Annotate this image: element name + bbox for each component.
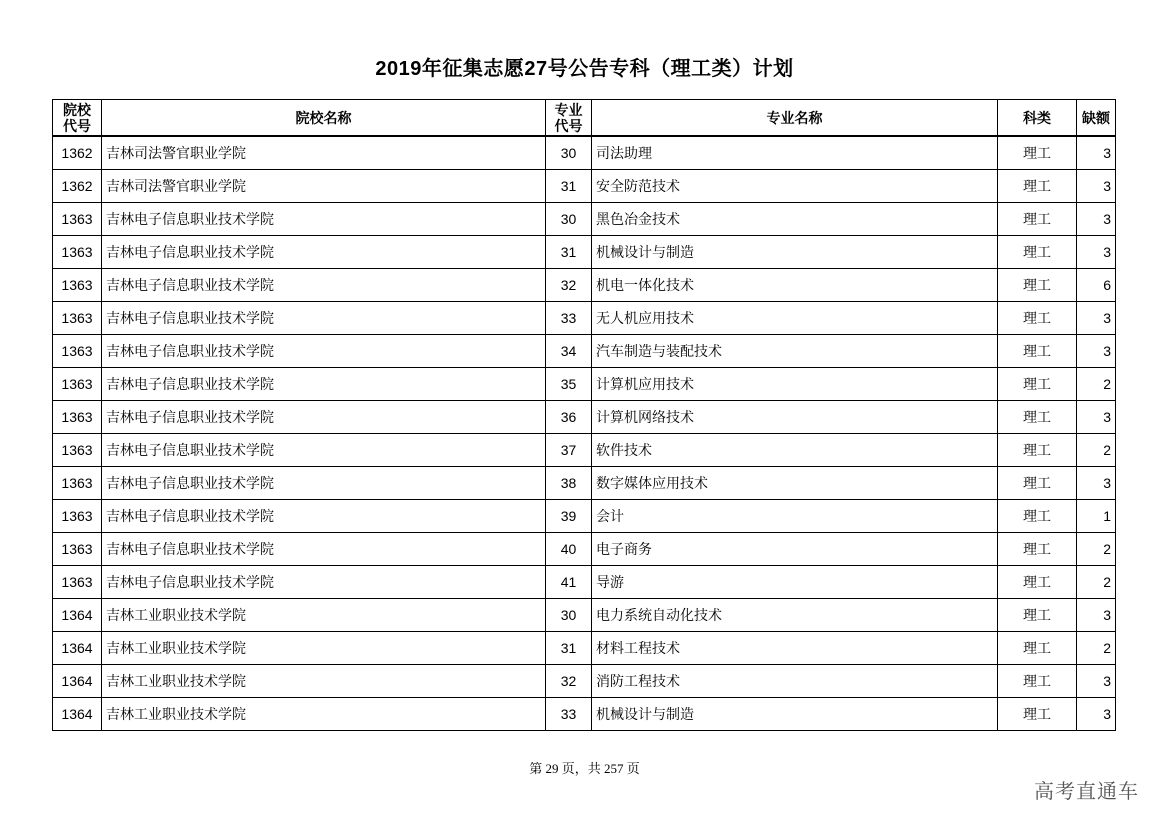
- table-row: [53, 170, 1116, 203]
- table-row: [53, 236, 1116, 269]
- cell-school-code: 1363: [53, 368, 102, 401]
- cell-major-name: 会计: [592, 500, 998, 533]
- cell-major-code: 38: [546, 467, 592, 500]
- cell-category: 理工: [998, 269, 1077, 302]
- table-row: [53, 533, 1116, 566]
- cell-major-code: 39: [546, 500, 592, 533]
- cell-major-code: 31: [546, 170, 592, 203]
- cell-category: 理工: [998, 434, 1077, 467]
- cell-vacancies: 2: [1077, 632, 1116, 665]
- cell-major-name: 导游: [592, 566, 998, 599]
- cell-major-name: 司法助理: [592, 136, 998, 170]
- cell-school-code: 1363: [53, 533, 102, 566]
- cell-major-name: 材料工程技术: [592, 632, 998, 665]
- cell-category: 理工: [998, 302, 1077, 335]
- cell-school-code: 1362: [53, 136, 102, 170]
- cell-vacancies: 3: [1077, 203, 1116, 236]
- cell-school-name: 吉林工业职业技术学院: [102, 665, 546, 698]
- table-row: [53, 401, 1116, 434]
- cell-school-name: 吉林司法警官职业学院: [102, 136, 546, 170]
- cell-school-name: 吉林工业职业技术学院: [102, 632, 546, 665]
- table-row: [53, 368, 1116, 401]
- cell-school-name: 吉林电子信息职业技术学院: [102, 302, 546, 335]
- table-row: [53, 500, 1116, 533]
- cell-school-name: 吉林电子信息职业技术学院: [102, 368, 546, 401]
- cell-school-name: 吉林电子信息职业技术学院: [102, 401, 546, 434]
- cell-major-name: 计算机网络技术: [592, 401, 998, 434]
- cell-category: 理工: [998, 599, 1077, 632]
- cell-school-name: 吉林电子信息职业技术学院: [102, 500, 546, 533]
- cell-vacancies: 3: [1077, 698, 1116, 731]
- cell-school-code: 1363: [53, 203, 102, 236]
- cell-category: 理工: [998, 698, 1077, 731]
- table-row: [53, 136, 1116, 170]
- cell-vacancies: 3: [1077, 335, 1116, 368]
- cell-category: 理工: [998, 500, 1077, 533]
- cell-major-name: 机械设计与制造: [592, 698, 998, 731]
- cell-vacancies: 2: [1077, 533, 1116, 566]
- cell-vacancies: 2: [1077, 434, 1116, 467]
- cell-category: 理工: [998, 170, 1077, 203]
- cell-category: 理工: [998, 665, 1077, 698]
- cell-major-code: 30: [546, 203, 592, 236]
- cell-major-code: 31: [546, 632, 592, 665]
- cell-major-name: 机械设计与制造: [592, 236, 998, 269]
- cell-major-name: 机电一体化技术: [592, 269, 998, 302]
- cell-school-code: 1364: [53, 698, 102, 731]
- header-vacancies: 缺额: [1077, 100, 1116, 137]
- cell-category: 理工: [998, 236, 1077, 269]
- cell-category: 理工: [998, 368, 1077, 401]
- cell-school-name: 吉林电子信息职业技术学院: [102, 467, 546, 500]
- header-major-code: [546, 100, 592, 137]
- cell-vacancies: 3: [1077, 401, 1116, 434]
- cell-school-code: 1364: [53, 599, 102, 632]
- cell-vacancies: 3: [1077, 665, 1116, 698]
- cell-school-name: 吉林电子信息职业技术学院: [102, 269, 546, 302]
- cell-vacancies: 2: [1077, 368, 1116, 401]
- header-major-code-line2: 代号: [554, 117, 583, 134]
- cell-school-name: 吉林电子信息职业技术学院: [102, 335, 546, 368]
- cell-major-code: 33: [546, 302, 592, 335]
- cell-category: 理工: [998, 533, 1077, 566]
- cell-school-code: 1362: [53, 170, 102, 203]
- cell-major-name: 电力系统自动化技术: [592, 599, 998, 632]
- header-school-name: 院校名称: [102, 100, 546, 137]
- cell-school-name: 吉林工业职业技术学院: [102, 698, 546, 731]
- cell-school-code: 1364: [53, 632, 102, 665]
- cell-category: 理工: [998, 335, 1077, 368]
- cell-major-name: 汽车制造与装配技术: [592, 335, 998, 368]
- cell-major-code: 31: [546, 236, 592, 269]
- cell-major-name: 黑色冶金技术: [592, 203, 998, 236]
- cell-major-name: 软件技术: [592, 434, 998, 467]
- table-row: [53, 632, 1116, 665]
- table-row: [53, 599, 1116, 632]
- cell-school-name: 吉林电子信息职业技术学院: [102, 566, 546, 599]
- watermark-logo: 高考直通车: [1034, 781, 1139, 803]
- cell-school-code: 1363: [53, 566, 102, 599]
- cell-vacancies: 3: [1077, 236, 1116, 269]
- cell-school-code: 1363: [53, 434, 102, 467]
- cell-vacancies: 3: [1077, 302, 1116, 335]
- table-row: [53, 434, 1116, 467]
- cell-major-name: 消防工程技术: [592, 665, 998, 698]
- cell-category: 理工: [998, 467, 1077, 500]
- cell-vacancies: 3: [1077, 170, 1116, 203]
- cell-major-name: 无人机应用技术: [592, 302, 998, 335]
- cell-major-code: 36: [546, 401, 592, 434]
- cell-major-code: 30: [546, 136, 592, 170]
- cell-major-code: 32: [546, 269, 592, 302]
- table-row: [53, 203, 1116, 236]
- cell-vacancies: 6: [1077, 269, 1116, 302]
- cell-major-code: 34: [546, 335, 592, 368]
- cell-major-code: 37: [546, 434, 592, 467]
- cell-school-code: 1363: [53, 236, 102, 269]
- table-row: [53, 698, 1116, 731]
- cell-major-code: 40: [546, 533, 592, 566]
- cell-major-name: 电子商务: [592, 533, 998, 566]
- table-row: [53, 269, 1116, 302]
- header-major-code-line1: 专业: [554, 101, 583, 118]
- cell-major-name: 数字媒体应用技术: [592, 467, 998, 500]
- header-school-code: [53, 100, 102, 137]
- cell-school-code: 1364: [53, 665, 102, 698]
- cell-school-name: 吉林电子信息职业技术学院: [102, 434, 546, 467]
- cell-category: 理工: [998, 203, 1077, 236]
- cell-category: 理工: [998, 136, 1077, 170]
- cell-major-code: 30: [546, 599, 592, 632]
- cell-vacancies: 3: [1077, 136, 1116, 170]
- cell-school-name: 吉林电子信息职业技术学院: [102, 533, 546, 566]
- cell-vacancies: 2: [1077, 566, 1116, 599]
- cell-school-code: 1363: [53, 335, 102, 368]
- page-footer: 第 29 页，共 257 页: [529, 761, 640, 776]
- cell-school-code: 1363: [53, 401, 102, 434]
- cell-category: 理工: [998, 401, 1077, 434]
- table-header-row: [53, 100, 1116, 137]
- header-major-name: 专业名称: [592, 100, 998, 137]
- cell-school-code: 1363: [53, 467, 102, 500]
- table-row: [53, 302, 1116, 335]
- table-row: [53, 467, 1116, 500]
- cell-school-code: 1363: [53, 269, 102, 302]
- cell-major-code: 35: [546, 368, 592, 401]
- cell-school-name: 吉林电子信息职业技术学院: [102, 203, 546, 236]
- cell-major-code: 41: [546, 566, 592, 599]
- header-category: 科类: [998, 100, 1077, 137]
- cell-vacancies: 1: [1077, 500, 1116, 533]
- table-row: [53, 665, 1116, 698]
- cell-vacancies: 3: [1077, 467, 1116, 500]
- cell-category: 理工: [998, 566, 1077, 599]
- cell-school-code: 1363: [53, 500, 102, 533]
- table-row: [53, 335, 1116, 368]
- cell-category: 理工: [998, 632, 1077, 665]
- cell-major-code: 32: [546, 665, 592, 698]
- cell-major-name: 安全防范技术: [592, 170, 998, 203]
- cell-major-code: 33: [546, 698, 592, 731]
- header-school-code-line1: 院校: [63, 101, 91, 118]
- cell-school-name: 吉林司法警官职业学院: [102, 170, 546, 203]
- page-title: 2019年征集志愿27号公告专科（理工类）计划: [375, 58, 794, 80]
- header-school-code-line2: 代号: [63, 117, 91, 134]
- cell-school-code: 1363: [53, 302, 102, 335]
- table-row: [53, 566, 1116, 599]
- cell-school-name: 吉林工业职业技术学院: [102, 599, 546, 632]
- plan-table: [52, 99, 1116, 731]
- cell-major-name: 计算机应用技术: [592, 368, 998, 401]
- cell-school-name: 吉林电子信息职业技术学院: [102, 236, 546, 269]
- cell-vacancies: 3: [1077, 599, 1116, 632]
